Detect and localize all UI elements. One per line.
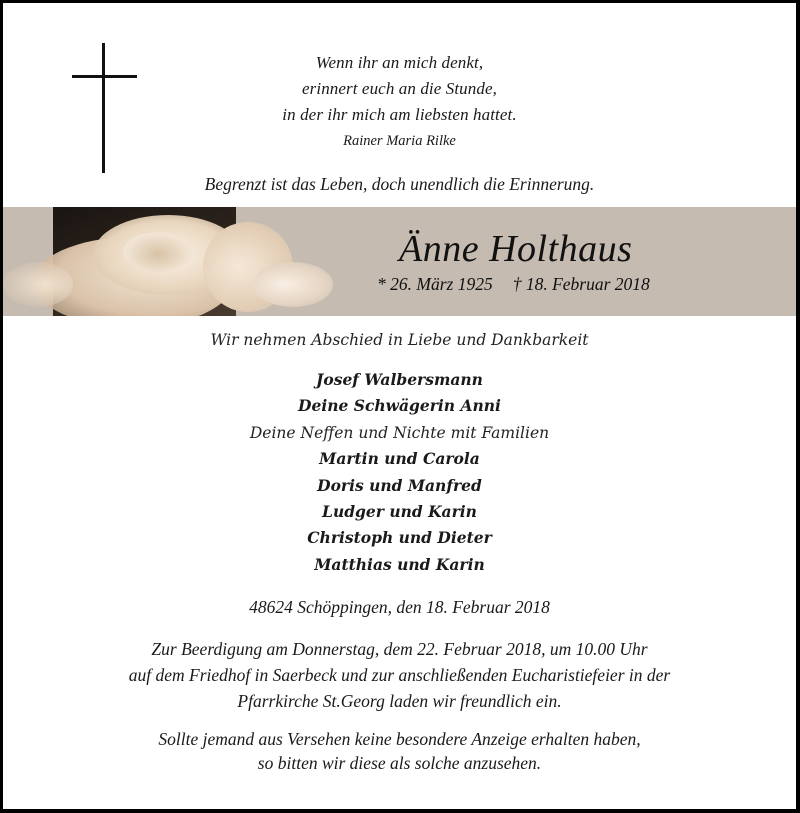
mourner: Matthias und Karin bbox=[314, 554, 485, 574]
mourner: Ludger und Karin bbox=[322, 502, 477, 522]
deceased-name: Änne Holthaus bbox=[399, 228, 633, 270]
mourner: Josef Walbersmann bbox=[316, 370, 483, 389]
mourners-list bbox=[3, 367, 796, 578]
poem-author: Rainer Maria Rilke bbox=[343, 133, 456, 149]
poem-line: in der ihr mich am liebsten hattet. bbox=[282, 105, 517, 124]
funeral-line: Zur Beerdigung am Donnerstag, dem 22. Februar 2018, um 10.00 Uhr bbox=[151, 639, 648, 659]
mourner: Martin und Carola bbox=[319, 449, 480, 469]
notice bbox=[3, 727, 796, 775]
farewell-line: Wir nehmen Abschied in Liebe und Dankbarkeit bbox=[210, 331, 589, 349]
funeral-line: Pfarrkirche St.Georg laden wir freundlich ein. bbox=[237, 691, 562, 711]
funeral-line: auf dem Friedhof in Saerbeck und zur anschließenden Eucharistiefeier in der bbox=[128, 665, 671, 685]
poem-line: erinnert euch an die Stunde, bbox=[302, 79, 497, 98]
poem-line: Wenn ihr an mich denkt, bbox=[315, 53, 484, 72]
notice-line: so bitten wir diese als solche anzusehen. bbox=[257, 753, 542, 773]
life-dates bbox=[377, 274, 650, 295]
motto: Begrenzt ist das Leben, doch unendlich die Erinnerung. bbox=[204, 174, 595, 194]
death-date: † 18. Februar 2018 bbox=[512, 274, 650, 294]
funeral-info bbox=[3, 636, 796, 714]
birth-date: * 26. März 1925 bbox=[377, 274, 493, 294]
notice-line: Sollte jemand aus Versehen keine besondere Anzeige erhalten haben, bbox=[158, 729, 641, 749]
name-banner bbox=[3, 207, 796, 316]
mourner: Deine Schwägerin Anni bbox=[298, 396, 501, 416]
obituary-card bbox=[3, 3, 796, 809]
mourner: Doris und Manfred bbox=[317, 475, 482, 495]
poem bbox=[3, 50, 796, 154]
mourner: Deine Neffen und Nichte mit Familien bbox=[249, 423, 550, 442]
mourner: Christoph und Dieter bbox=[307, 528, 492, 548]
place-date: 48624 Schöppingen, den 18. Februar 2018 bbox=[249, 597, 550, 617]
